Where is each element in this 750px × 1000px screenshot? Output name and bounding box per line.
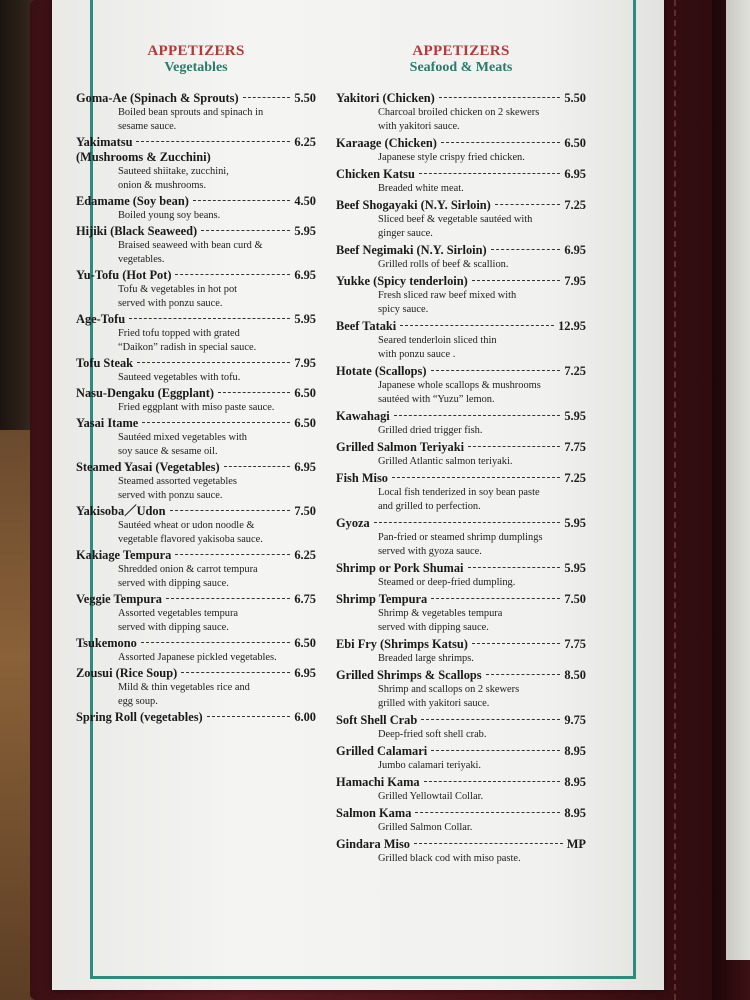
menu-item-price: 6.50 <box>294 415 316 430</box>
dotted-leader <box>431 369 561 371</box>
menu-item <box>336 744 586 773</box>
dotted-leader <box>136 140 290 142</box>
menu-item-description: served with ponzu sauce. <box>118 297 223 309</box>
menu-item-row <box>336 198 586 213</box>
menu-item-price: MP <box>566 836 586 851</box>
dotted-leader <box>243 96 291 98</box>
menu-item <box>336 516 586 559</box>
menu-item <box>76 592 316 635</box>
menu-item <box>336 775 586 804</box>
dotted-leader <box>491 248 561 250</box>
menu-item-description: grilled with yakitori sauce. <box>378 697 490 709</box>
dotted-leader <box>175 553 290 555</box>
menu-item-description: ginger sauce. <box>378 227 433 239</box>
menu-item-row <box>336 440 586 455</box>
menu-item-row <box>76 386 316 401</box>
menu-item-description: Breaded white meat. <box>378 182 464 194</box>
menu-item-description: and grilled to perfection. <box>378 500 481 512</box>
menu-item <box>336 198 586 241</box>
menu-item-price: 9.75 <box>564 712 586 727</box>
menu-item-description: Boiled young soy beans. <box>118 209 221 221</box>
menu-item-description: “Daikon” radish in special sauce. <box>118 341 257 353</box>
menu-item-description: Deep-fried soft shell crab. <box>378 728 487 740</box>
dotted-leader <box>441 141 560 143</box>
menu-item-price: 6.95 <box>294 665 316 680</box>
menu-item-name: Goma-Ae (Spinach & Sprouts) <box>76 90 239 105</box>
menu-item-price: 5.50 <box>294 90 316 105</box>
dotted-leader <box>201 229 290 231</box>
menu-item-description: served with dipping sauce. <box>378 621 489 633</box>
menu-item-price: 5.50 <box>564 90 586 105</box>
dotted-leader <box>415 811 560 813</box>
section-title: APPETIZERS <box>147 43 245 59</box>
menu-item <box>336 243 586 272</box>
menu-item-price: 7.50 <box>294 503 316 518</box>
section-subtitle: Seafood & Meats <box>409 60 513 75</box>
menu-item-description: Seared tenderloin sliced thin <box>378 334 497 346</box>
menu-item-description: served with gyoza sauce. <box>378 545 482 557</box>
menu-item-name: Salmon Kama <box>336 805 412 820</box>
menu-item <box>76 636 316 665</box>
menu-item-name: Zousui (Rice Soup) <box>76 665 178 680</box>
menu-item-price: 5.95 <box>564 408 586 423</box>
menu-item-price: 6.50 <box>294 635 316 650</box>
menu-item-description: Fresh sliced raw beef mixed with <box>378 289 517 301</box>
menu-item <box>336 440 586 469</box>
menu-item-description: Jumbo calamari teriyaki. <box>378 759 482 771</box>
menu-item-row <box>76 312 316 327</box>
menu-item <box>76 710 316 725</box>
dotted-leader <box>486 673 561 675</box>
dotted-leader <box>472 279 561 281</box>
menu-item <box>336 668 586 711</box>
dotted-leader <box>431 597 560 599</box>
menu-item-name: Spring Roll (vegetables) <box>76 709 203 724</box>
menu-item-description: Mild & thin vegetables rice and <box>118 681 250 693</box>
menu-item-price: 7.95 <box>564 273 586 288</box>
menu-item-row <box>76 592 316 607</box>
menu-item-price: 6.25 <box>294 547 316 562</box>
dotted-leader <box>468 445 560 447</box>
menu-item-description: Fried tofu topped with grated <box>118 327 240 339</box>
menu-item-name: Edamame (Soy bean) <box>76 193 189 208</box>
menu-item <box>336 592 586 635</box>
menu-item-price: 5.95 <box>294 311 316 326</box>
dotted-leader <box>472 642 560 644</box>
menu-item-description: sautéed with “Yuzu” lemon. <box>378 393 495 405</box>
menu-item-description: Steamed assorted vegetables <box>118 475 237 487</box>
menu-item-price: 7.25 <box>564 197 586 212</box>
dotted-leader <box>224 465 291 467</box>
menu-item-row <box>76 194 316 209</box>
menu-item-price: 7.75 <box>564 439 586 454</box>
menu-item-description: Grilled black cod with miso paste. <box>378 852 521 864</box>
menu-item-price: 7.25 <box>564 470 586 485</box>
menu-item-row <box>336 167 586 182</box>
menu-item <box>76 312 316 355</box>
menu-item <box>336 91 586 134</box>
menu-item-row <box>336 319 586 334</box>
section-title: APPETIZERS <box>412 43 510 59</box>
dotted-leader <box>142 421 290 423</box>
menu-item <box>76 460 316 503</box>
menu-item-name: Beef Shogayaki (N.Y. Sirloin) <box>336 197 491 212</box>
menu-item-price: 6.25 <box>294 134 316 149</box>
menu-item-description: Tofu & vegetables in hot pot <box>118 283 238 295</box>
menu-item-price: 8.50 <box>564 667 586 682</box>
menu-item-description: Pan-fried or steamed shrimp dumplings <box>378 531 543 543</box>
vegetables-column <box>76 42 316 726</box>
menu-item-row <box>336 837 586 852</box>
dotted-leader <box>439 96 561 98</box>
menu-item-name: Fish Miso <box>336 470 388 485</box>
menu-item-price: 4.50 <box>294 193 316 208</box>
menu-item <box>76 504 316 547</box>
menu-item-name: Hijiki (Black Seaweed) <box>76 223 198 238</box>
menu-item-description: spicy sauce. <box>378 303 429 315</box>
menu-item <box>336 713 586 742</box>
menu-item <box>336 167 586 196</box>
menu-item <box>76 224 316 267</box>
menu-item-row <box>336 471 586 486</box>
menu-item-row <box>76 636 316 651</box>
menu-item-description: Shredded onion & carrot tempura <box>118 563 258 575</box>
menu-item-row <box>336 243 586 258</box>
menu-item-price: 7.95 <box>294 355 316 370</box>
dotted-leader <box>419 172 560 174</box>
menu-item-description: Japanese whole scallops & mushrooms <box>378 379 541 391</box>
menu-item-row <box>336 744 586 759</box>
menu-item-row <box>336 775 586 790</box>
menu-item-name: Nasu-Dengaku (Eggplant) <box>76 385 215 400</box>
menu-item-name: Ebi Fry (Shrimps Katsu) <box>336 636 468 651</box>
menu-item-description: vegetable flavored yakisoba sauce. <box>118 533 263 545</box>
menu-item-row <box>76 268 316 283</box>
menu-item-price: 7.75 <box>564 636 586 651</box>
menu-item-row <box>76 224 316 239</box>
menu-item <box>76 135 316 193</box>
menu-item-name: Tofu Steak <box>76 355 134 370</box>
section-header <box>336 42 586 77</box>
menu-item-price: 5.95 <box>564 560 586 575</box>
menu-item-name: Grilled Calamari <box>336 743 428 758</box>
menu-item-row <box>336 713 586 728</box>
menu-item-description: Assorted Japanese pickled vegetables. <box>118 651 277 663</box>
menu-item-name-line2: (Mushrooms & Zucchini) <box>76 149 211 164</box>
menu-item-price: 6.95 <box>294 267 316 282</box>
menu-item <box>336 806 586 835</box>
menu-item-name: Yukke (Spicy tenderloin) <box>336 273 468 288</box>
menu-item-description: Local fish tenderized in soy bean paste <box>378 486 540 498</box>
menu-item-description: soy sauce & sesame oil. <box>118 445 218 457</box>
menu-item-description: served with ponzu sauce. <box>118 489 223 501</box>
menu-item-description: Grilled Salmon Collar. <box>378 821 473 833</box>
menu-item-row <box>336 561 586 576</box>
menu-item-description: Assorted vegetables tempura <box>118 607 239 619</box>
menu-item-description: vegetables. <box>118 253 165 265</box>
menu-item-name: Grilled Shrimps & Scallops <box>336 667 482 682</box>
menu-item-description: Grilled dried trigger fish. <box>378 424 483 436</box>
menu-item-price: 6.50 <box>564 135 586 150</box>
menu-item-description: Charcoal broiled chicken on 2 skewers <box>378 106 540 118</box>
dotted-leader <box>218 391 290 393</box>
menu-item-description: Grilled Atlantic salmon teriyaki. <box>378 455 513 467</box>
menu-item <box>76 548 316 591</box>
menu-item <box>76 194 316 223</box>
menu-item-name: Karaage (Chicken) <box>336 135 437 150</box>
menu-item-name: Steamed Yasai (Vegetables) <box>76 459 220 474</box>
dotted-leader <box>424 780 561 782</box>
menu-item-name: Veggie Tempura <box>76 591 162 606</box>
next-page-edge <box>726 0 750 960</box>
dotted-leader <box>392 476 560 478</box>
menu-item-description: sesame sauce. <box>118 120 177 132</box>
menu-item-description: egg soup. <box>118 695 158 707</box>
menu-item-price: 7.25 <box>564 363 586 378</box>
menu-item-row <box>336 806 586 821</box>
dotted-leader <box>421 718 560 720</box>
dotted-leader <box>166 597 290 599</box>
menu-item-description: with yakitori sauce. <box>378 120 460 132</box>
dotted-leader <box>431 749 560 751</box>
menu-item-description: Braised seaweed with bean curd & <box>118 239 263 251</box>
dotted-leader <box>400 324 554 326</box>
menu-item-price: 6.75 <box>294 591 316 606</box>
dotted-leader <box>394 414 561 416</box>
menu-item-name: Gindara Miso <box>336 836 411 851</box>
menu-item-price: 8.95 <box>564 774 586 789</box>
menu-item-description: Shrimp and scallops on 2 skewers <box>378 683 520 695</box>
menu-item-description: served with dipping sauce. <box>118 621 229 633</box>
menu-item <box>336 637 586 666</box>
menu-item-price: 7.50 <box>564 591 586 606</box>
menu-item-description: Sliced beef & vegetable sautéed with <box>378 213 533 225</box>
menu-item-description: Breaded large shrimps. <box>378 652 474 664</box>
menu-item-row <box>76 356 316 371</box>
menu-item-name: Hotate (Scallops) <box>336 363 427 378</box>
menu-item-row <box>336 91 586 106</box>
cover-stitching <box>674 0 676 1000</box>
menu-item-description: Shrimp & vegetables tempura <box>378 607 503 619</box>
menu-item-row <box>76 548 316 563</box>
menu-item-row <box>76 504 316 519</box>
menu-item-row <box>76 460 316 475</box>
menu-item-price: 12.95 <box>558 318 586 333</box>
menu-item-price: 6.95 <box>294 459 316 474</box>
menu-item-row <box>76 416 316 431</box>
menu-item-row <box>76 135 316 150</box>
dotted-leader <box>175 273 290 275</box>
dotted-leader <box>137 361 290 363</box>
dotted-leader <box>129 317 290 319</box>
menu-item-list <box>76 91 316 725</box>
menu-item-price: 6.00 <box>294 709 316 724</box>
menu-item <box>336 471 586 514</box>
menu-item-row <box>336 136 586 151</box>
menu-item-row <box>336 592 586 607</box>
menu-item-name: Soft Shell Crab <box>336 712 418 727</box>
section-header <box>76 42 316 77</box>
menu-item-price: 8.95 <box>564 743 586 758</box>
menu-item-row <box>336 409 586 424</box>
menu-item-name: Yasai Itame <box>76 415 139 430</box>
menu-item-description: Steamed or deep-fried dumpling. <box>378 576 516 588</box>
menu-item-row <box>76 91 316 106</box>
menu-item <box>336 274 586 317</box>
menu-item <box>336 364 586 407</box>
menu-item-price: 5.95 <box>564 515 586 530</box>
menu-item-list <box>336 91 586 866</box>
menu-item-row <box>336 637 586 652</box>
menu-item <box>76 666 316 709</box>
menu-item-price: 6.95 <box>564 242 586 257</box>
menu-item-description: Sautéed mixed vegetables with <box>118 431 247 443</box>
menu-item <box>336 561 586 590</box>
menu-item-row <box>336 274 586 289</box>
menu-item <box>76 268 316 311</box>
dotted-leader <box>414 842 563 844</box>
menu-item-price: 6.50 <box>294 385 316 400</box>
menu-item <box>76 386 316 415</box>
menu-item-description: Japanese style crispy fried chicken. <box>378 151 525 163</box>
menu-item <box>336 837 586 866</box>
menu-item-row <box>76 710 316 725</box>
menu-item-name: Kakiage Tempura <box>76 547 172 562</box>
menu-item-description: served with dipping sauce. <box>118 577 229 589</box>
menu-item-name: Yakisoba／Udon <box>76 503 166 518</box>
menu-item-description: Grilled Yellowtail Collar. <box>378 790 484 802</box>
menu-item-row <box>336 516 586 531</box>
menu-item-description: Fried eggplant with miso paste sauce. <box>118 401 275 413</box>
menu-item-price: 8.95 <box>564 805 586 820</box>
menu-item-name: Gyoza <box>336 515 370 530</box>
menu-item-name: Yakimatsu <box>76 134 133 149</box>
menu-item <box>76 91 316 134</box>
menu-item-name: Hamachi Kama <box>336 774 420 789</box>
menu-item-row <box>76 666 316 681</box>
menu-item-name: Shrimp Tempura <box>336 591 428 606</box>
menu-item <box>336 319 586 362</box>
dotted-leader <box>374 521 561 523</box>
menu-item-description: Sautéed wheat or udon noodle & <box>118 519 255 531</box>
menu-item <box>336 409 586 438</box>
menu-item-description: with ponzu sauce . <box>378 348 456 360</box>
dotted-leader <box>181 671 290 673</box>
menu-item-name: Beef Tataki <box>336 318 397 333</box>
menu-item <box>76 356 316 385</box>
menu-item <box>76 416 316 459</box>
menu-item-name: Kawahagi <box>336 408 390 423</box>
dotted-leader <box>468 566 561 568</box>
menu-item-name: Yu-Tofu (Hot Pot) <box>76 267 172 282</box>
dotted-leader <box>170 509 291 511</box>
menu-item-description: Grilled rolls of beef & scallion. <box>378 258 509 270</box>
menu-item-name: Shrimp or Pork Shumai <box>336 560 464 575</box>
dotted-leader <box>141 641 290 643</box>
menu-item-name: Tsukemono <box>76 635 137 650</box>
menu-item <box>336 136 586 165</box>
menu-item-name: Age-Tofu <box>76 311 126 326</box>
menu-item-description: Sauteed vegetables with tofu. <box>118 371 241 383</box>
menu-item-name: Yakitori (Chicken) <box>336 90 435 105</box>
menu-item-row <box>336 364 586 379</box>
menu-item-row <box>336 668 586 683</box>
menu-item-name: Grilled Salmon Teriyaki <box>336 439 465 454</box>
menu-item-price: 6.95 <box>564 166 586 181</box>
menu-item-name: Beef Negimaki (N.Y. Sirloin) <box>336 242 487 257</box>
section-subtitle: Vegetables <box>164 60 228 75</box>
menu-item-description: onion & mushrooms. <box>118 179 207 191</box>
dotted-leader <box>193 199 290 201</box>
seafood-meats-column <box>336 42 586 868</box>
dotted-leader <box>495 203 561 205</box>
menu-item-description: Sauteed shiitake, zucchini, <box>118 165 229 177</box>
menu-item-price: 5.95 <box>294 223 316 238</box>
menu-item-name: Chicken Katsu <box>336 166 415 181</box>
menu-item-description: Boiled bean sprouts and spinach in <box>118 106 264 118</box>
dotted-leader <box>207 715 291 717</box>
